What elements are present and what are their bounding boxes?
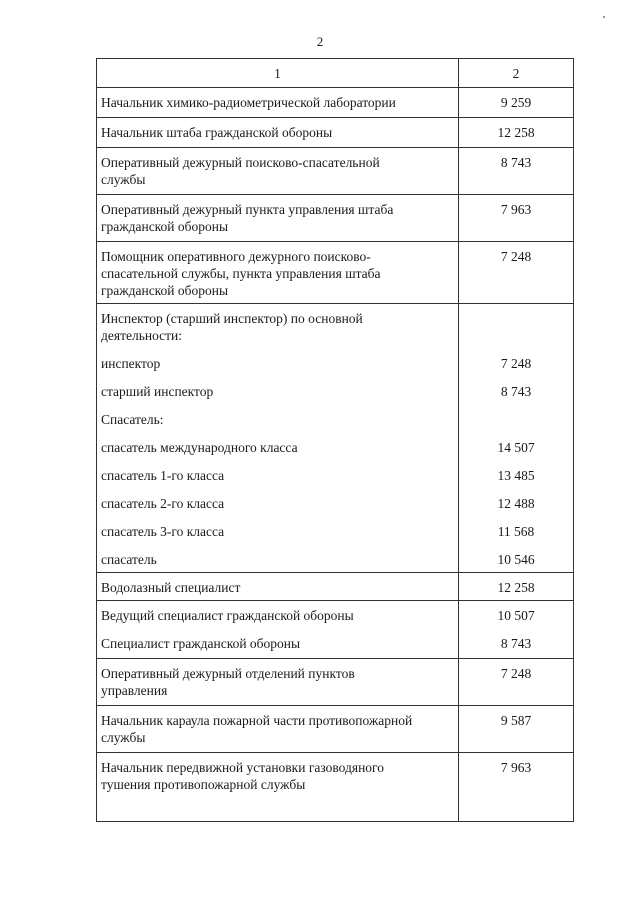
- position-title: [101, 607, 454, 624]
- table-row: [97, 242, 574, 304]
- position-title-line: гражданской обороны: [101, 283, 229, 298]
- position-title-line: Специалист гражданской обороны: [101, 636, 301, 651]
- position-cell: [97, 304, 459, 573]
- salary-value: 9 259: [500, 95, 532, 110]
- position-title-line: старший инспектор: [101, 384, 214, 399]
- salary-value: 12 258: [497, 125, 535, 140]
- position-title: [101, 94, 454, 111]
- table-row: [97, 706, 574, 753]
- table-row: [97, 88, 574, 118]
- position-cell: [97, 573, 459, 601]
- table-row: [97, 118, 574, 148]
- salary-value: 10 546: [497, 552, 535, 567]
- position-title-line: деятельности:: [101, 328, 183, 343]
- position-title: [101, 411, 454, 428]
- position-title: [101, 383, 454, 400]
- salary-cell: [459, 304, 574, 573]
- position-title-line: Начальник штаба гражданской обороны: [101, 125, 333, 140]
- table-header-row: [97, 59, 574, 88]
- position-title: [101, 467, 454, 484]
- salary-table: [96, 58, 574, 822]
- position-title-line: Ведущий специалист гражданской обороны: [101, 608, 354, 623]
- table-row: [97, 601, 574, 659]
- position-title-line: управления: [101, 683, 168, 698]
- position-title-line: службы: [101, 730, 146, 745]
- salary-value: 7 963: [500, 202, 532, 217]
- position-title-line: Начальник караула пожарной части противопожарной: [101, 713, 413, 728]
- position-cell: [97, 242, 459, 304]
- table-row: [97, 304, 574, 573]
- salary-value: 12 258: [497, 580, 535, 595]
- position-title-line: Оперативный дежурный пункта управления штаба: [101, 202, 394, 217]
- position-title: [101, 635, 454, 652]
- salary-value: [463, 411, 569, 428]
- salary-value: 8 743: [500, 636, 532, 651]
- position-title: [101, 201, 454, 235]
- position-title: [101, 439, 454, 456]
- salary-value: 10 507: [497, 608, 535, 623]
- position-title-line: службы: [101, 172, 146, 187]
- position-cell: [97, 659, 459, 706]
- salary-value: 9 587: [500, 713, 532, 728]
- position-title-line: инспектор: [101, 356, 161, 371]
- salary-cell: [459, 88, 574, 118]
- header-col-1: 1: [97, 59, 459, 88]
- salary-value: 8 743: [500, 384, 532, 399]
- position-title: [101, 355, 454, 372]
- salary-cell: [459, 706, 574, 753]
- position-title-line: Инспектор (старший инспектор) по основной: [101, 311, 363, 326]
- position-cell: [97, 753, 459, 822]
- position-cell: [97, 118, 459, 148]
- position-title-line: спасатель 3-го класса: [101, 524, 225, 539]
- salary-value: 7 963: [500, 760, 532, 775]
- salary-value: [463, 310, 569, 344]
- table-row: [97, 659, 574, 706]
- position-title-line: Начальник передвижной установки газоводяного: [101, 760, 385, 775]
- position-title-line: спасатель международного класса: [101, 440, 298, 455]
- position-title-line: Водолазный специалист: [101, 580, 241, 595]
- salary-cell: [459, 242, 574, 304]
- page-number: 2: [316, 34, 324, 49]
- salary-value: 13 485: [497, 468, 535, 483]
- table-row: [97, 753, 574, 822]
- salary-cell: [459, 573, 574, 601]
- position-title-line: Оперативный дежурный отделений пунктов: [101, 666, 355, 681]
- salary-value: 8 743: [500, 155, 532, 170]
- table-body: [97, 88, 574, 822]
- position-title: [101, 712, 454, 746]
- position-title: [101, 495, 454, 512]
- position-title-line: спасатель 1-го класса: [101, 468, 225, 483]
- position-title-line: спасательной службы, пункта управления штаба: [101, 266, 381, 281]
- position-title-line: спасатель 2-го класса: [101, 496, 225, 511]
- position-title-line: Оперативный дежурный поисково-спасательной: [101, 155, 380, 170]
- table-row: [97, 148, 574, 195]
- salary-value: 14 507: [497, 440, 535, 455]
- position-title: [101, 759, 454, 793]
- position-title: [101, 124, 454, 141]
- scan-speck: [603, 16, 605, 18]
- position-title: [101, 579, 454, 596]
- salary-cell: [459, 118, 574, 148]
- position-title: [101, 551, 454, 568]
- position-title-line: Спасатель:: [101, 412, 164, 427]
- header-col-2: 2: [459, 59, 574, 88]
- position-title-line: тушения противопожарной службы: [101, 777, 306, 792]
- position-title-line: Начальник химико-радиометрической лаборатории: [101, 95, 396, 110]
- salary-value: 7 248: [500, 356, 532, 371]
- position-title: [101, 523, 454, 540]
- salary-cell: [459, 195, 574, 242]
- salary-cell: [459, 601, 574, 659]
- salary-value: 12 488: [497, 496, 535, 511]
- position-cell: [97, 706, 459, 753]
- position-title: [101, 154, 454, 188]
- salary-value: 7 248: [500, 249, 532, 264]
- table-row: [97, 195, 574, 242]
- position-cell: [97, 148, 459, 195]
- salary-cell: [459, 659, 574, 706]
- position-cell: [97, 195, 459, 242]
- salary-cell: [459, 148, 574, 195]
- position-title: [101, 310, 454, 344]
- position-title-line: гражданской обороны: [101, 219, 229, 234]
- position-cell: [97, 88, 459, 118]
- position-title: [101, 665, 454, 699]
- position-title: [101, 248, 454, 299]
- salary-value: 11 568: [497, 524, 535, 539]
- position-cell: [97, 601, 459, 659]
- position-title-line: спасатель: [101, 552, 157, 567]
- table-row: [97, 573, 574, 601]
- salary-value: 7 248: [500, 666, 532, 681]
- salary-cell: [459, 753, 574, 822]
- position-title-line: Помощник оперативного дежурного поисково-: [101, 249, 371, 264]
